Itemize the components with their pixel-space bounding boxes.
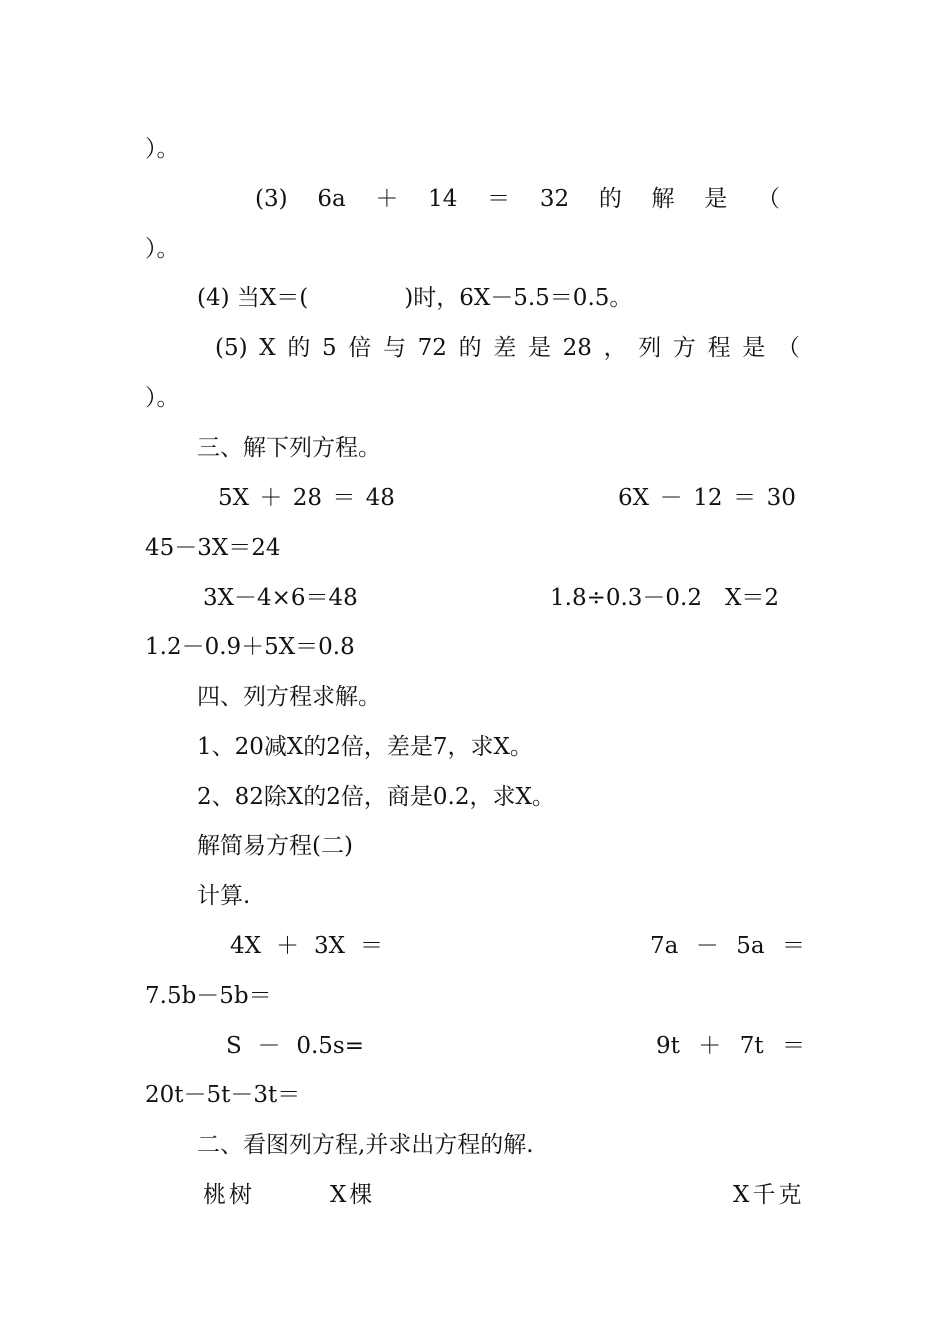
question-5-token: (5) bbox=[215, 335, 248, 361]
figure-label-x-kg: X千克 bbox=[733, 1182, 805, 1208]
calc-e-token: ＋ bbox=[698, 1033, 722, 1059]
question-5-token: 程 bbox=[707, 335, 731, 361]
calc-b-token: － bbox=[695, 933, 719, 959]
question-5-token: ， bbox=[603, 335, 627, 361]
calc-a-token: 3X bbox=[313, 933, 345, 959]
equation-a bbox=[218, 483, 395, 513]
question-3-token: (3) bbox=[255, 186, 288, 212]
equation-a-token: 28 bbox=[292, 485, 322, 511]
question-5-token: 28 bbox=[562, 335, 592, 361]
question-3-token: 是 bbox=[704, 186, 728, 212]
question-5-token: 差 bbox=[493, 335, 517, 361]
question-3-token: ＋ bbox=[375, 186, 399, 212]
figure-label-peach: 桃树 bbox=[203, 1182, 255, 1208]
question-5-token: 72 bbox=[417, 335, 447, 361]
question-5-token: 方 bbox=[672, 335, 696, 361]
calc-b-token: 5a bbox=[736, 933, 765, 959]
equation-d: 3X－4×6＝48 bbox=[203, 585, 358, 611]
question-4 bbox=[197, 283, 632, 313]
subsection-title: 解简易方程(二) bbox=[197, 833, 353, 859]
equation-a-token: 5X bbox=[218, 485, 250, 511]
calc-e bbox=[656, 1031, 805, 1061]
question-5-token: 的 bbox=[287, 335, 311, 361]
calc-a-token: ＋ bbox=[276, 933, 299, 959]
calc-e-token: 7t bbox=[739, 1033, 764, 1059]
question-5-token: 倍 bbox=[348, 335, 372, 361]
question-5-token: 是 bbox=[742, 335, 766, 361]
calc-e-token: 9t bbox=[656, 1033, 680, 1059]
question-5-token: 列 bbox=[638, 335, 662, 361]
section-3-title: 三、解下列方程。 bbox=[197, 435, 381, 461]
calc-d-token: － bbox=[257, 1033, 281, 1059]
equation-b-token: 6X bbox=[618, 485, 650, 511]
question-5-token: 的 bbox=[458, 335, 482, 361]
calc-b bbox=[650, 931, 805, 961]
problem-1: 1、20减X的2倍，差是7，求X。 bbox=[197, 734, 533, 760]
figure-label-x-trees: X棵 bbox=[330, 1182, 376, 1208]
equation-c: 45－3X＝24 bbox=[145, 535, 281, 561]
question-4-prefix: (4) 当X＝( bbox=[197, 285, 309, 311]
calc-d-token: 0.5s= bbox=[296, 1033, 364, 1059]
question-5-token: 是 bbox=[527, 335, 551, 361]
question-5-token: X bbox=[259, 335, 276, 361]
calc-a bbox=[230, 931, 383, 961]
section-2-title: 二、看图列方程,并求出方程的解. bbox=[197, 1132, 534, 1158]
calc-f: 20t－5t－3t＝ bbox=[145, 1082, 301, 1108]
equation-b-token: － bbox=[659, 485, 683, 511]
question-3-token: 14 bbox=[428, 186, 458, 212]
question-3-token: ＝ bbox=[487, 186, 511, 212]
question-5-token: 与 bbox=[382, 335, 406, 361]
equation-b-token: ＝ bbox=[733, 485, 757, 511]
calc-a-token: ＝ bbox=[359, 933, 383, 959]
calc-a-token: 4X bbox=[230, 933, 262, 959]
question-4-suffix: )时，6X－5.5＝0.5。 bbox=[404, 285, 633, 311]
equation-b-token: 30 bbox=[766, 485, 796, 511]
question-5-token: （ bbox=[776, 335, 800, 361]
equation-e: 1.8÷0.3－0.2 X＝2 bbox=[550, 585, 780, 611]
calc-c: 7.5b－5b＝ bbox=[145, 983, 272, 1009]
question-3-token: 解 bbox=[651, 186, 675, 212]
text-line: ）。 bbox=[145, 236, 180, 262]
problem-2: 2、82除X的2倍，商是0.2，求X。 bbox=[197, 784, 555, 810]
calc-title: 计算. bbox=[197, 883, 251, 909]
equation-b bbox=[618, 483, 796, 513]
equation-a-token: 48 bbox=[365, 485, 395, 511]
question-3-token: 的 bbox=[598, 186, 622, 212]
question-3-token: 32 bbox=[539, 186, 570, 212]
calc-e-token: ＝ bbox=[782, 1033, 805, 1059]
text-line: ）。 bbox=[145, 385, 180, 411]
question-5 bbox=[215, 333, 800, 363]
question-3-token: 6a bbox=[317, 186, 346, 212]
equation-a-token: ＝ bbox=[332, 485, 356, 511]
equation-f: 1.2－0.9＋5X＝0.8 bbox=[145, 634, 355, 660]
calc-b-token: 7a bbox=[650, 933, 679, 959]
section-4-title: 四、列方程求解。 bbox=[197, 684, 381, 710]
question-5-token: 5 bbox=[321, 335, 337, 361]
calc-b-token: ＝ bbox=[781, 933, 805, 959]
question-3-token: （ bbox=[756, 186, 780, 212]
calc-d bbox=[226, 1031, 364, 1061]
equation-a-token: ＋ bbox=[259, 485, 283, 511]
question-3 bbox=[255, 184, 780, 214]
equation-b-token: 12 bbox=[693, 485, 723, 511]
text-line: ）。 bbox=[145, 136, 180, 162]
calc-d-token: S bbox=[226, 1033, 242, 1059]
